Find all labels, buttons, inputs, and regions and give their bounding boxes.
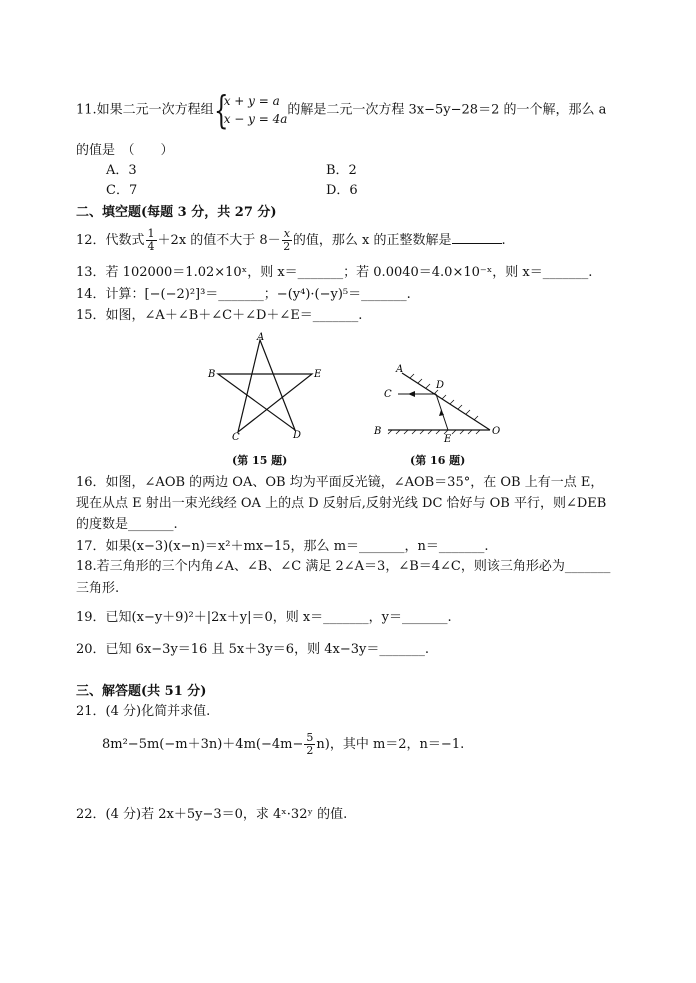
label-C: C — [232, 432, 240, 442]
option-c: C．7 — [106, 183, 138, 198]
fraction-denominator: 2 — [306, 744, 314, 757]
question-15: 15．如图，∠A＋∠B＋∠C＋∠D＋∠E＝_______. — [76, 308, 363, 323]
fraction-numerator: x — [283, 227, 290, 240]
fraction-1-4 — [146, 228, 157, 253]
figure-15-star — [200, 332, 330, 442]
label-A: A — [396, 364, 404, 375]
fraction-numerator: 1 — [147, 227, 155, 240]
label-B: B — [208, 369, 216, 380]
label-E: E — [444, 434, 452, 445]
q12-part-b: ＋2x 的值不大于 8－ — [157, 233, 281, 248]
fraction-x-2 — [282, 228, 292, 253]
question-14: 14．计算：[−(−2)²]³＝_______；−(y⁴)·(−y)⁵＝_______. — [76, 287, 411, 302]
brace-icon: { — [213, 88, 229, 132]
q12-period: . — [501, 233, 506, 248]
question-20: 20．已知 6x−3y＝16 且 5x＋3y＝6，则 4x−3y＝_______. — [76, 642, 429, 657]
figure-15-caption: (第 15 题) — [232, 454, 288, 467]
question-16-line3: 的度数是_______. — [76, 517, 178, 532]
section-3-title: 三、解答题(共 51 分) — [76, 684, 207, 699]
answer-blank[interactable] — [452, 243, 502, 244]
label-A: A — [257, 332, 265, 343]
question-12 — [76, 228, 506, 253]
fraction-denominator: 4 — [147, 240, 155, 253]
question-11-line1 — [76, 88, 607, 132]
arrow-icon — [439, 410, 444, 416]
expr-part-a: 8m²−5m(−m＋3n)＋4m(−4m− — [102, 737, 304, 752]
label-D: D — [436, 380, 445, 391]
question-21-title: 21．(4 分)化简并求值. — [76, 704, 211, 719]
question-21-expression — [102, 732, 464, 757]
question-16-line1: 16．如图，∠AOB 的两边 OA、OB 均为平面反光镜，∠AOB＝35°，在 OB 上有一点 E， — [76, 475, 604, 490]
label-C: C — [384, 389, 392, 400]
equation-1: x + y = a — [223, 94, 280, 108]
label-E: E — [314, 369, 322, 380]
question-18-line2: 三角形. — [76, 581, 120, 596]
question-22: 22．(4 分)若 2x＋5y−3＝0，求 4ˣ·32ʸ 的值. — [76, 807, 348, 822]
option-a: A．3 — [106, 163, 137, 178]
option-b: B．2 — [326, 163, 357, 178]
q11-suffix: 的解是二元一次方程 3x−5y−28＝2 的一个解，那么 a — [287, 102, 607, 118]
figure-16-mirrors — [370, 358, 510, 448]
option-d: D．6 — [326, 183, 358, 198]
question-18-line1: 18.若三角形的三个内角∠A、∠B、∠C 满足 2∠A＝3，∠B＝4∠C，则该三角形必为_______ — [76, 559, 611, 574]
fraction-numerator: 5 — [306, 731, 314, 744]
question-17: 17．如果(x−3)(x−n)＝x²＋mx−15，那么 m＝_______，n＝_______. — [76, 539, 489, 554]
equation-system — [213, 88, 288, 132]
q12-part-a: 12．代数式 — [76, 233, 145, 248]
figure-16-caption: (第 16 题) — [410, 454, 466, 467]
question-16-line2: 现在从点 E 射出一束光线经 OA 上的点 D 反射后,反射光线 DC 恰好与 OB 平行，则∠DEB — [76, 496, 607, 511]
star-outline — [218, 340, 312, 432]
fraction-5-2 — [304, 732, 315, 757]
q11-prefix: 11.如果二元一次方程组 — [76, 102, 214, 118]
arrow-icon — [408, 391, 415, 397]
equation-2: x − y = 4a — [223, 112, 288, 126]
label-B: B — [374, 426, 382, 437]
question-19: 19．已知(x−y＋9)²＋|2x＋y|＝0，则 x＝_______，y＝_______. — [76, 610, 452, 625]
question-13: 13．若 102000＝1.02×10ˣ，则 x＝_______；若 0.0040＝4.0×10⁻ˣ，则 x＝_______. — [76, 265, 593, 280]
mirror-OA — [402, 373, 490, 430]
expr-part-b: n)，其中 m＝2，n＝−1. — [316, 737, 465, 752]
label-O: O — [492, 426, 501, 437]
hatch-OB — [388, 430, 480, 434]
label-D: D — [293, 430, 302, 441]
q12-part-c: 的值，那么 x 的正整数解是 — [292, 233, 452, 248]
question-11-line2: 的值是 （ ） — [76, 143, 174, 158]
fraction-denominator: 2 — [283, 240, 291, 253]
section-2-title: 二、填空题(每题 3 分，共 27 分) — [76, 205, 277, 220]
